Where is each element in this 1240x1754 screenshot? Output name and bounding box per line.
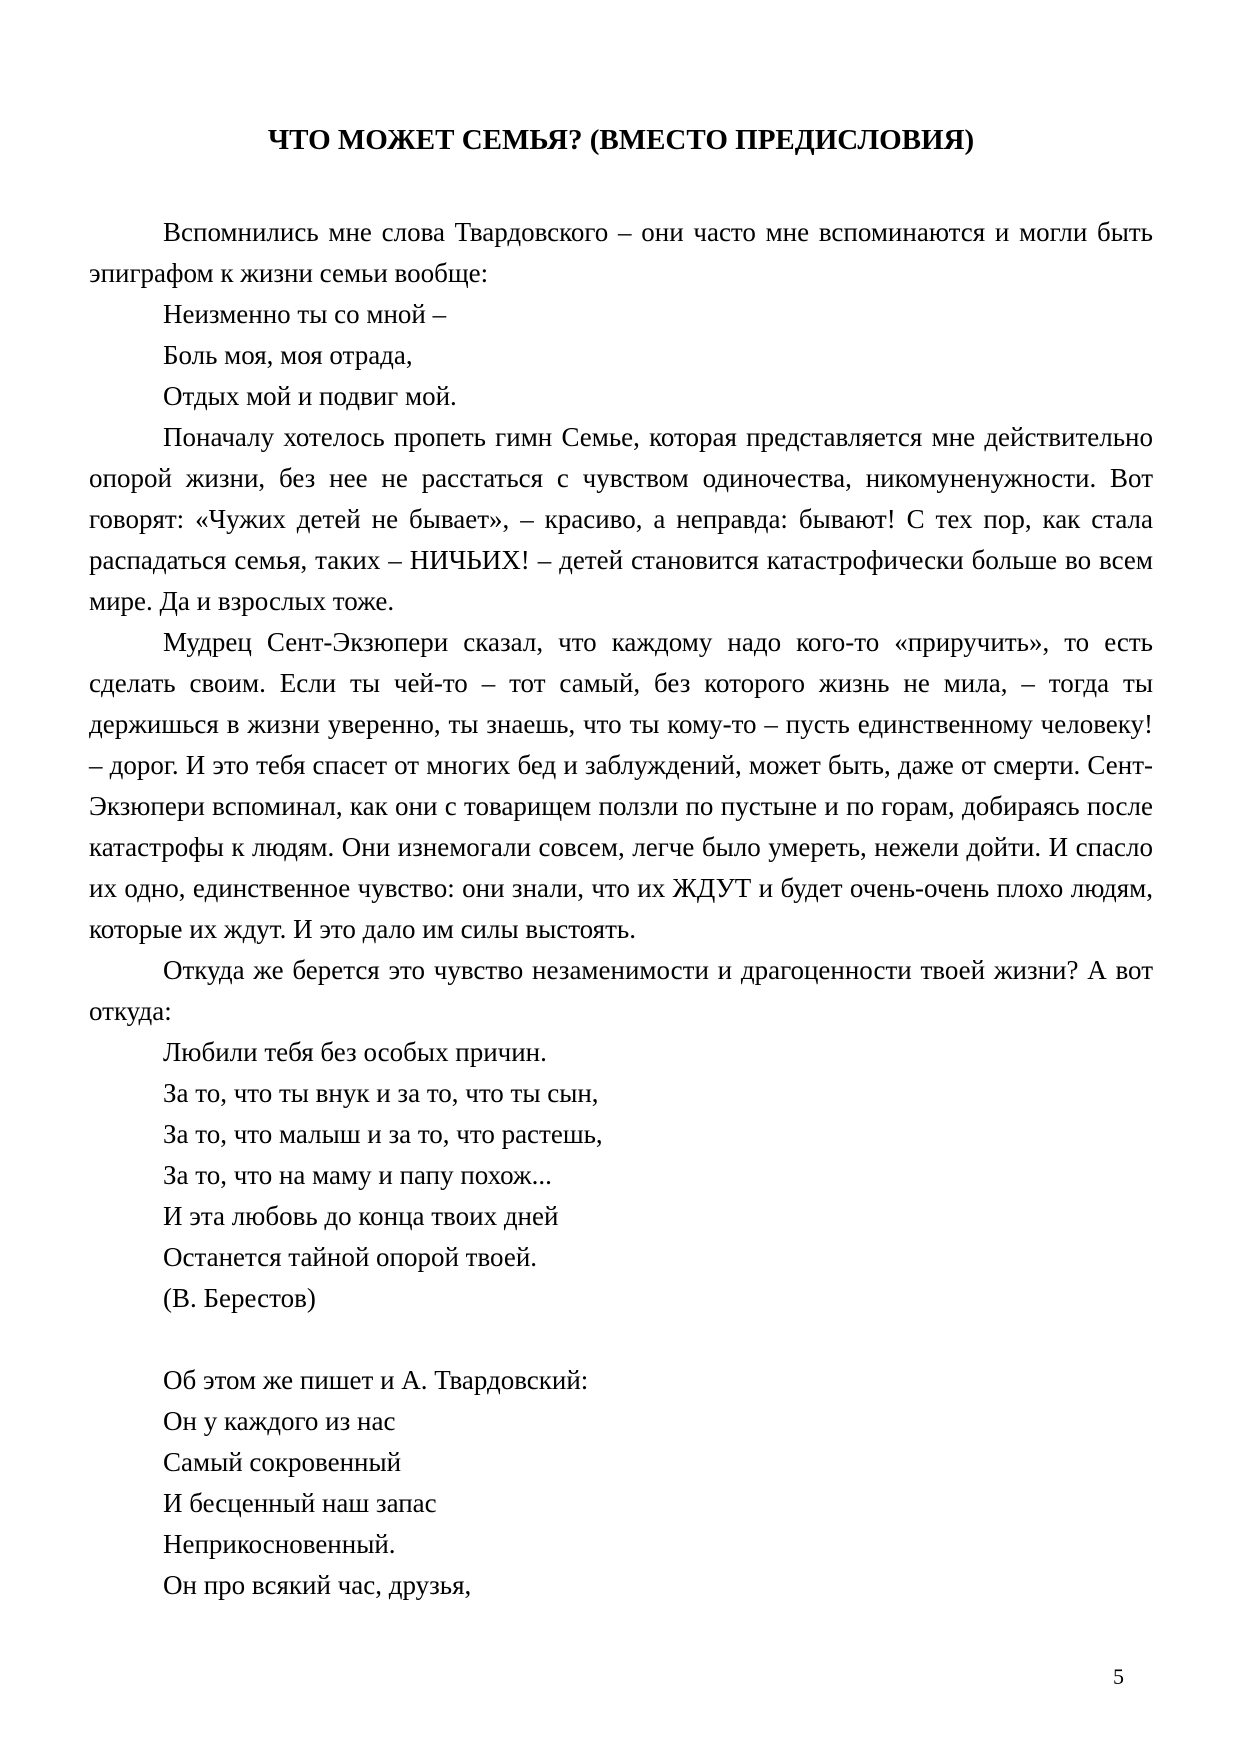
verse-line: Самый сокровенный	[163, 1447, 402, 1477]
verse-line: За то, что на маму и папу похож...	[163, 1160, 552, 1190]
paragraph-family-hymn: Поначалу хотелось пропеть гимн Семье, которая представляется мне действительно опорой жизни, без нее не расстаться с чувством одиночества, никомуненужности. Вот говорят: «Чужих детей не бывает», – красиво, а неправда: бывают! С тех пор, как стала распадаться семья, таких – НИЧЬИХ! – детей становится катастрофически больше во всем мире. Да и взрослых тоже.	[89, 422, 1153, 616]
blank-line	[89, 1319, 1153, 1360]
verse-line: И бесценный наш запас	[163, 1488, 437, 1518]
verse-line: Останется тайной опорой твоей.	[163, 1242, 538, 1272]
verse-line: Любили тебя без особых причин.	[163, 1037, 547, 1067]
verse-line: Он у каждого из нас	[163, 1406, 396, 1436]
verse-attribution: (В. Берестов)	[163, 1283, 316, 1313]
verse-line: Отдых мой и подвиг мой.	[163, 381, 457, 411]
verse-line: За то, что ты внук и за то, что ты сын,	[163, 1078, 599, 1108]
document-body	[89, 212, 1153, 1606]
verse-line: Он про всякий час, друзья,	[163, 1570, 472, 1600]
verse-intro-line: Об этом же пишет и А. Твардовский:	[163, 1365, 589, 1395]
verse-line: Боль моя, моя отрада,	[163, 340, 413, 370]
verse-line: Неприкосновенный.	[163, 1529, 396, 1559]
verse-line: И эта любовь до конца твоих дней	[163, 1201, 559, 1231]
paragraph-saint-exupery: Мудрец Сент-Экзюпери сказал, что каждому надо кого-то «приручить», то есть сделать своим. Если ты чей-то – тот самый, без которого жизнь не мила, – тогда ты держишься в жизни уверенно, ты знаешь, что ты кому-то – пусть единственному человеку! – дорог. И это тебя спасет от многих бед и заблуждений, может быть, даже от смерти. Сент-Экзюпери вспоминал, как они с товарищем ползли по пустыне и по горам, добираясь после катастрофы к людям. Они изнемогали совсем, легче было умереть, нежели дойти. И спасло их одно, единственное чувство: они знали, что их ЖДУТ и будет очень-очень плохо людям, которые их ждут. И это дало им силы выстоять.	[89, 627, 1153, 944]
paragraph-question: Откуда же берется это чувство незаменимости и драгоценности твоей жизни? А вот откуда:	[89, 955, 1153, 1026]
verse-line: За то, что малыш и за то, что растешь,	[163, 1119, 603, 1149]
page-number: 5	[1113, 1664, 1124, 1689]
paragraph-intro: Вспомнились мне слова Твардовского – они часто мне вспоминаются и могли быть эпиграфом к жизни семьи вообще:	[89, 217, 1153, 288]
page-title: ЧТО МОЖЕТ СЕМЬЯ? (ВМЕСТО ПРЕДИСЛОВИЯ)	[267, 124, 975, 156]
verse-line: Неизменно ты со мной –	[163, 299, 447, 329]
